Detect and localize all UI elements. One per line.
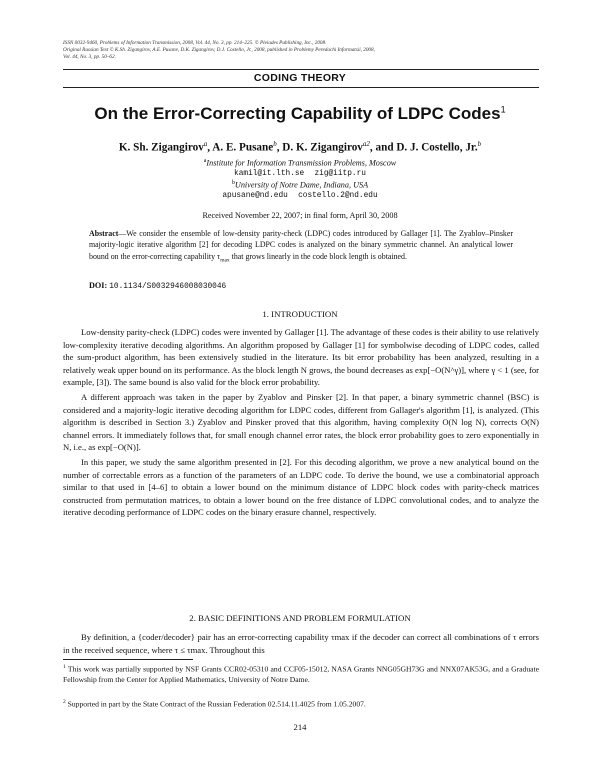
- footnote-1: [63, 662, 539, 686]
- footnote-rule: [63, 659, 193, 660]
- doi-label: DOI:: [89, 281, 108, 290]
- author-list: [0, 140, 600, 154]
- email-zig[interactable]: zig@iitp.ru: [314, 170, 366, 178]
- author-3: D. K. Zigangirov: [282, 141, 363, 154]
- footnote-2-text: Supported in part by the State Contract of the Russian Federation 02.514.11.4025 from 1.05.2007.: [67, 699, 366, 709]
- section-1-paragraph-3: In this paper, we study the same algorithm presented in [2]. For this decoding algorithm, we prove a new analytical bound on the number of correctable errors as a function of the parameters of an LDPC code. To derive the bound, we use a combinatorial approach similar to that used in [4–6] to obtain a lower bound on the minimum distance of LDPC block codes with parity-check matrices constructed from permutation matrices, to obtain a lower bound on the free distance of LDPC convolutional codes, and to analyze the iterative decoding performance of LDPC codes on the binary erasure channel, respectively.: [63, 456, 539, 518]
- section-1-paragraph-2: A different approach was taken in the paper by Zyablov and Pinsker [2]. In that paper, a binary symmetric channel (BSC) is considered and a majority-logic iterative decoding algorithm for LDPC codes, different from Gallager's algorithm [1], is analyzed. (This algorithm is described in Section 3.) Zyablov and Pinsker proved that this algorithm, having complexity O(N log N), corrects O(N) channel errors. It immediately follows that, for small enough channel error rates, the block error probability goes to zero exponentially in N, i.e., as exp[−O(N)].: [63, 391, 539, 453]
- journal-header-line3: Vol. 44, No. 3, pp. 50–62.: [63, 54, 116, 60]
- affiliation-b-name: University of Notre Dame, Indiana, USA: [234, 180, 369, 190]
- affiliation-b-mark: b: [231, 180, 235, 186]
- footnote-1-text: This work was partially supported by NSF Grants CCR02-05310 and CCF05-15012, NASA Grants NNG05GH73G and NNX07AK53G, and a Graduate Fellowship from the Center for Applied Mathematics, University of Notre Dame.: [63, 664, 539, 685]
- section-tag: CODING THEORY: [253, 72, 347, 84]
- author-3-affil: a2: [362, 140, 370, 148]
- author-1-affil: a: [203, 140, 208, 148]
- journal-header: [63, 40, 543, 61]
- abstract-label: Abstract: [89, 229, 119, 238]
- paper-title: [0, 104, 600, 124]
- section-rule: [63, 87, 539, 88]
- section-2-body: [63, 631, 539, 656]
- footnote-1-mark: 1: [63, 664, 66, 670]
- footnote-2: [63, 697, 539, 710]
- doi-line: [89, 281, 226, 291]
- author-and: , and: [369, 141, 394, 154]
- abstract-text-end: that grows linearly in the code block length is obtained.: [229, 251, 407, 261]
- author-4-affil: b: [477, 140, 482, 148]
- section-1-heading: 1. INTRODUCTION: [262, 309, 338, 319]
- abstract-text: —We consider the ensemble of low-density parity-check (LDPC) codes introduced by Gallager [1]. The Zyablov–Pinsker majority-logic iterative algorithm [2] for decoding LDPC codes is analyzed on the binary symmetric channel. An analytical lower bound on the error-correcting capability τ: [89, 229, 513, 261]
- footnote-2-mark: 2: [63, 699, 66, 705]
- author-2-affil: b: [273, 140, 277, 148]
- title-footnote-mark: 1: [500, 104, 506, 115]
- journal-header-line1: ISSN 0032-9460, Problems of Information Transmission, 2008, Vol. 44, No. 3, pp. 214–225. © Pleiades Publishing, Inc., 2008.: [63, 40, 327, 46]
- email-costello[interactable]: costello.2@nd.edu: [298, 192, 378, 200]
- affiliation-a-name: Institute for Information Transmission Problems, Moscow: [206, 158, 397, 168]
- page-number: 214: [293, 722, 307, 732]
- paper-title-text: On the Error-Correcting Capability of LDPC Codes: [94, 104, 501, 123]
- abstract: [89, 228, 513, 266]
- affiliation-a-mark: a: [203, 158, 207, 164]
- email-apusane[interactable]: apusane@nd.edu: [222, 192, 288, 200]
- author-sep: ,: [207, 141, 211, 154]
- section-2-paragraph-1: By definition, a {coder/decoder} pair has an error-correcting capability τmax if the decoder can correct all combinations of τ errors in the received sequence, where τ ≤ τmax. Throughout this: [63, 632, 539, 655]
- author-4: D. J. Costello, Jr.: [396, 141, 478, 154]
- affiliation-b-emails: [0, 189, 600, 202]
- section-2-heading: 2. BASIC DEFINITIONS AND PROBLEM FORMULATION: [189, 613, 411, 623]
- doi-value[interactable]: 10.1134/S0032946008030046: [109, 283, 227, 291]
- author-2: A. E. Pusane: [212, 141, 274, 154]
- section-1-paragraph-1: Low-density parity-check (LDPC) codes were invented by Gallager [1]. The advantage of these codes is their ability to use relatively low-complexity iterative decoding algorithms. An algorithm proposed by Gallager [1] for symbolwise decoding of LDPC codes, called the sum-product algorithm, has been extensively studied in the literature. Its bit error probability has been analyzed, resulting in a relatively weak upper bound on its performance. As the block length N grows, the bound decreases as exp[−O(N^γ)], where γ < 1 (see, for example, [3]). The same bound is also valid for the block error probability.: [63, 327, 539, 388]
- author-1: K. Sh. Zigangirov: [118, 141, 204, 154]
- received-dates: Received November 22, 2007; in final form, April 30, 2008: [202, 211, 398, 220]
- section-1-body: [63, 326, 539, 519]
- journal-header-line2: Original Russian Text © K.Sh. Zigangirov, A.E. Pusane, D.K. Zigangirov, D.J. Costello, Jr., 2008, published in Problemy Peredachi Informatsii, 2008,: [63, 47, 375, 53]
- top-rule: [63, 69, 539, 70]
- author-sep: ,: [276, 141, 280, 154]
- abstract-sub: max: [220, 257, 230, 264]
- email-kamil[interactable]: kamil@it.lth.se: [234, 170, 305, 178]
